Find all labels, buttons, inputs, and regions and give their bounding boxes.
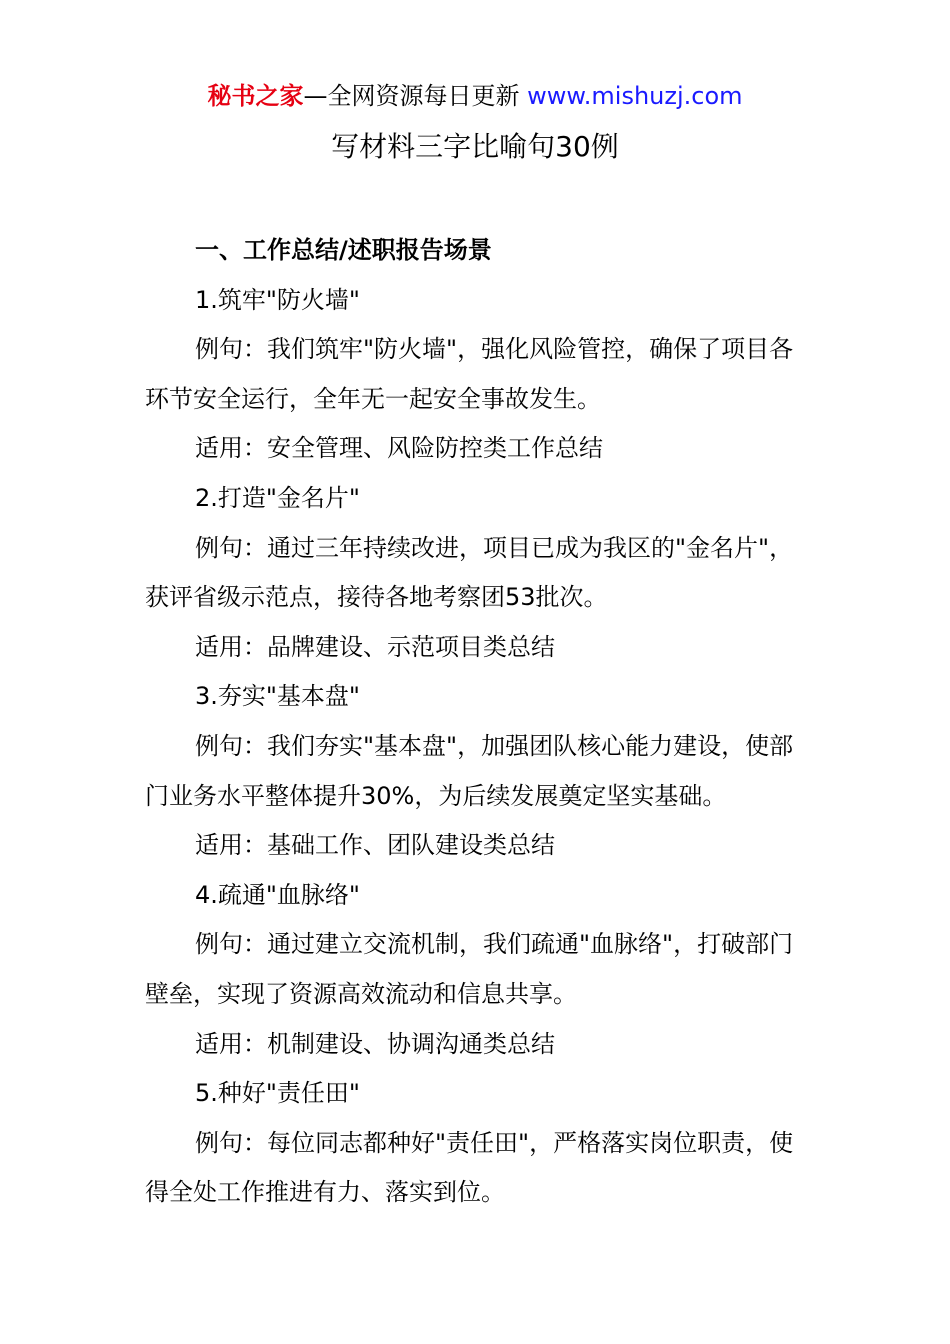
item-label: 1.筑牢"防火墙" xyxy=(195,285,360,314)
item-label: 4.疏通"血脉络" xyxy=(195,880,360,909)
item-example: 例句：通过建立交流机制，我们疏通"血脉络"，打破部门壁垒，实现了资源高效流动和信息共享。 xyxy=(145,930,794,1008)
item-label: 3.夯实"基本盘" xyxy=(195,682,360,711)
item-usage: 适用：基础工作、团队建设类总结 xyxy=(195,831,555,860)
document-body xyxy=(145,226,810,1218)
item-example: 例句：我们筑牢"防火墙"，强化风险管控，确保了项目各环节安全运行，全年无一起安全事故发生。 xyxy=(145,335,794,413)
item-usage: 适用：安全管理、风险防控类工作总结 xyxy=(195,434,603,463)
site-name: 秘书之家 xyxy=(207,82,304,110)
site-url-link[interactable]: www.mishuzj.com xyxy=(527,82,743,110)
item-example: 例句：我们夯实"基本盘"，加强团队核心能力建设，使部门业务水平整体提升30%，为后续发展奠定坚实基础。 xyxy=(145,731,794,810)
item-label: 2.打造"金名片" xyxy=(195,483,360,512)
section-heading: 一、工作总结/述职报告场景 xyxy=(195,236,492,264)
site-tagline: —全网资源每日更新 xyxy=(303,82,520,110)
item-example: 例句：每位同志都种好"责任田"，严格落实岗位职责，使得全处工作推进有力、落实到位。 xyxy=(145,1128,794,1207)
item-example: 例句：通过三年持续改进，项目已成为我区的"金名片"，获评省级示范点，接待各地考察团53批次。 xyxy=(145,533,794,612)
document-title: 写材料三字比喻句30例 xyxy=(331,130,619,163)
item-label: 5.种好"责任田" xyxy=(195,1079,360,1108)
item-usage: 适用：机制建设、协调沟通类总结 xyxy=(195,1029,555,1058)
item-usage: 适用：品牌建设、示范项目类总结 xyxy=(195,632,555,661)
site-header xyxy=(0,80,950,112)
